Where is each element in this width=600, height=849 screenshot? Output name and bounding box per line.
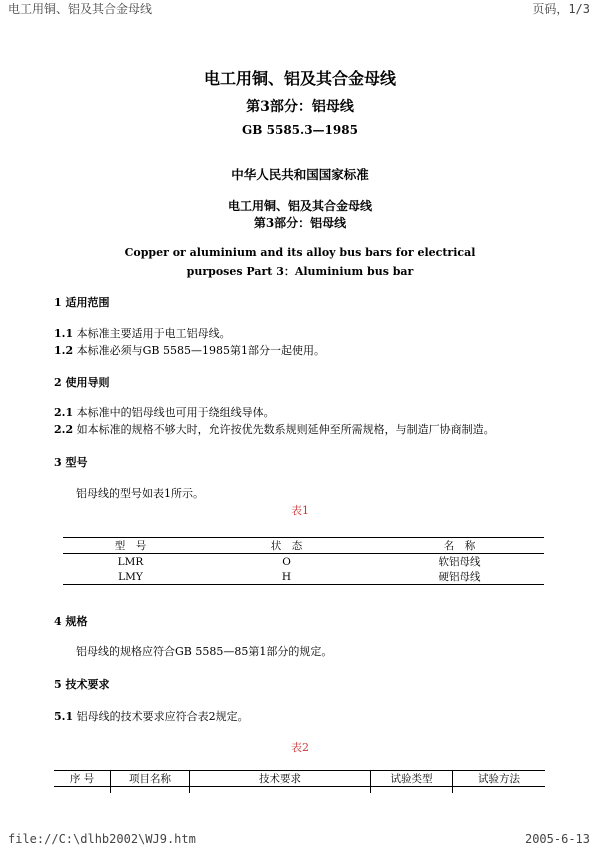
table-1-header-cell: 名 称 [375, 538, 544, 554]
table-cell: LMR [117, 555, 144, 568]
table-1 [63, 537, 544, 585]
sub-title-line1: 电工用铜、铝及其合金母线 [227, 199, 372, 213]
sub-title-line2: 第3部分：铝母线 [253, 216, 347, 230]
clause-5-1: 5.1 铝母线的技术要求应符合表2规定。 [54, 710, 249, 723]
table-cell: O [282, 555, 291, 568]
table-cell: 软铝母线 [438, 556, 481, 568]
table-cell [453, 787, 546, 794]
page-number: 页码，1/3 [532, 2, 590, 16]
section-1-heading: 1 适用范围 [54, 296, 110, 309]
table-1-header-cell: 状 态 [198, 538, 375, 554]
table-row [63, 554, 544, 570]
section-5-heading: 5 技术要求 [54, 678, 110, 691]
table-cell: H [198, 569, 375, 585]
english-title-line1: Copper or aluminium and its alloy bus bars for electrical [124, 246, 476, 259]
table-2-header-cell: 项目名称 [111, 771, 190, 787]
section-3-text: 铝母线的型号如表1所示。 [76, 487, 204, 500]
section-3-heading: 3 型号 [54, 456, 88, 469]
clause-2-2: 2.2 如本标准的规格不够大时，允许按优先数系规则延伸至所需规格，与制造厂协商制造。 [54, 423, 495, 436]
clause-1-2: 1.2 本标准必须与GB 5585—1985第1部分一起使用。 [54, 344, 325, 357]
table-2-header-cell: 试验方法 [453, 771, 546, 787]
table-2-header-cell: 试验类型 [371, 771, 453, 787]
table-2-partial-row [54, 787, 545, 794]
footer-file-path: file://C:\dlhb2002\WJ9.htm [8, 832, 196, 846]
table-cell: LMY [63, 569, 198, 585]
clause-2-1: 2.1 本标准中的铝母线也可用于绕组线导体。 [54, 406, 275, 419]
section-4-heading: 4 规格 [54, 615, 88, 628]
table-cell: 硬铝母线 [375, 569, 544, 585]
english-title-line2: purposes Part 3：Aluminium bus bar [186, 265, 414, 278]
table-2-header-row [54, 771, 545, 787]
table-2 [54, 770, 545, 793]
document-title: 电工用铜、铝及其合金母线 [203, 69, 396, 88]
table-1-header-row [63, 538, 544, 554]
footer-date: 2005-6-13 [524, 832, 590, 846]
standard-code: GB 5585.3—1985 [242, 123, 358, 137]
national-standard-heading: 中华人民共和国国家标准 [231, 167, 369, 182]
table-cell [371, 787, 453, 794]
table-row [63, 569, 544, 585]
table-1-caption: 表1 [291, 504, 309, 517]
table-2-caption: 表2 [291, 741, 309, 754]
table-cell [190, 787, 371, 794]
table-2-header-cell: 技术要求 [190, 771, 371, 787]
table-cell [111, 787, 190, 794]
section-4-text: 铝母线的规格应符合GB 5585—85第1部分的规定。 [76, 645, 333, 658]
section-2-heading: 2 使用导则 [54, 376, 110, 389]
clause-1-1: 1.1 本标准主要适用于电工铝母线。 [54, 327, 231, 340]
table-cell [54, 787, 111, 794]
document-part: 第3部分：铝母线 [246, 99, 354, 115]
table-1-header-cell: 型 号 [63, 538, 198, 554]
header-title: 电工用铜、铝及其合金母线 [8, 2, 153, 16]
table-2-header-cell: 序 号 [54, 771, 111, 787]
